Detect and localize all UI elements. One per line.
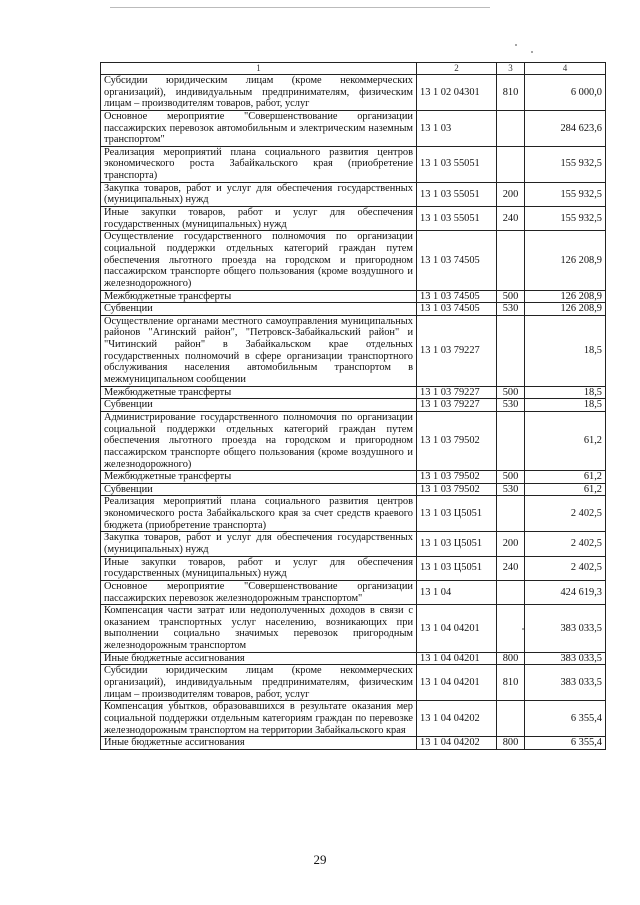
- row-type-cell: [497, 580, 525, 604]
- row-sum-cell: 383 033,5: [525, 665, 606, 701]
- row-code-cell: 13 1 02 04301: [417, 75, 497, 111]
- row-sum-cell: 284 623,6: [525, 110, 606, 146]
- table-row: [101, 399, 606, 412]
- table-row: [101, 207, 606, 231]
- row-code-cell: 13 1 03 79502: [417, 483, 497, 496]
- row-type-cell: [497, 701, 525, 737]
- row-sum-cell: 61,2: [525, 411, 606, 470]
- row-code-cell: 13 1 04 04201: [417, 652, 497, 665]
- row-type-cell: [497, 146, 525, 182]
- row-code-cell: 13 1 04 04202: [417, 701, 497, 737]
- row-name-cell: Основное мероприятие "Совершенствование организации пассажирских перевозок автомобильным и электрическим наземным транспортом": [101, 110, 417, 146]
- row-sum-cell: 126 208,9: [525, 303, 606, 316]
- row-name-cell: Администрирование государственного полномочия по организации социальной поддержки отдельных категорий граждан путем обеспечения льготного проезда на городском и пригородном пассажирском транспорте общего пользования (кроме воздушного и железнодорожного): [101, 411, 417, 470]
- scan-speck: [522, 628, 524, 630]
- row-type-cell: 200: [497, 532, 525, 556]
- row-sum-cell: 61,2: [525, 471, 606, 484]
- row-sum-cell: 155 932,5: [525, 182, 606, 206]
- row-code-cell: 13 1 04 04202: [417, 737, 497, 750]
- row-type-cell: 200: [497, 182, 525, 206]
- row-type-cell: [497, 231, 525, 290]
- row-code-cell: 13 1 04: [417, 580, 497, 604]
- row-sum-cell: 18,5: [525, 399, 606, 412]
- row-code-cell: 13 1 03 79227: [417, 386, 497, 399]
- table-row: [101, 146, 606, 182]
- row-type-cell: [497, 315, 525, 386]
- row-sum-cell: 6 000,0: [525, 75, 606, 111]
- row-sum-cell: 61,2: [525, 483, 606, 496]
- scan-speck: [531, 51, 533, 53]
- row-sum-cell: 18,5: [525, 315, 606, 386]
- header-col-1: 1: [101, 63, 417, 75]
- row-code-cell: 13 1 03 55051: [417, 207, 497, 231]
- table-row: [101, 665, 606, 701]
- table-row: [101, 652, 606, 665]
- page-number: 29: [313, 852, 327, 867]
- table-row: [101, 532, 606, 556]
- row-sum-cell: 2 402,5: [525, 496, 606, 532]
- row-type-cell: [497, 411, 525, 470]
- row-code-cell: 13 1 03 74505: [417, 290, 497, 303]
- row-name-cell: Субсидии юридическим лицам (кроме некоммерческих организаций), индивидуальным предпринимателям, физическим лицам – производителям товаров, работ, услуг: [101, 75, 417, 111]
- row-type-cell: 240: [497, 207, 525, 231]
- row-code-cell: 13 1 03 Ц5051: [417, 556, 497, 580]
- table-body: [101, 75, 606, 750]
- row-name-cell: Реализация мероприятий плана социального развития центров экономического роста Забайкальского края (приобретение транспорта): [101, 146, 417, 182]
- row-type-cell: 240: [497, 556, 525, 580]
- table-row: [101, 496, 606, 532]
- budget-table: [100, 62, 606, 750]
- row-type-cell: 800: [497, 737, 525, 750]
- row-name-cell: Реализация мероприятий плана социального развития центров экономического роста Забайкальского края за счет средств краевого бюджета (приобретение транспорта): [101, 496, 417, 532]
- row-code-cell: 13 1 03 Ц5051: [417, 496, 497, 532]
- row-name-cell: Закупка товаров, работ и услуг для обеспечения государственных (муниципальных) нужд: [101, 532, 417, 556]
- row-name-cell: Иные закупки товаров, работ и услуг для обеспечения государственных (муниципальных) нужд: [101, 556, 417, 580]
- row-sum-cell: 6 355,4: [525, 701, 606, 737]
- row-name-cell: Межбюджетные трансферты: [101, 290, 417, 303]
- row-type-cell: 500: [497, 471, 525, 484]
- row-name-cell: Иные бюджетные ассигнования: [101, 652, 417, 665]
- table-row: [101, 556, 606, 580]
- row-type-cell: [497, 605, 525, 653]
- row-sum-cell: 155 932,5: [525, 207, 606, 231]
- row-name-cell: Закупка товаров, работ и услуг для обеспечения государственных (муниципальных) нужд: [101, 182, 417, 206]
- row-name-cell: Иные бюджетные ассигнования: [101, 737, 417, 750]
- row-type-cell: [497, 110, 525, 146]
- row-code-cell: 13 1 03 79502: [417, 411, 497, 470]
- row-code-cell: 13 1 03 79502: [417, 471, 497, 484]
- top-edge-rule: [110, 7, 490, 8]
- row-sum-cell: 126 208,9: [525, 231, 606, 290]
- table-row: [101, 110, 606, 146]
- row-name-cell: Межбюджетные трансферты: [101, 386, 417, 399]
- header-col-2: 2: [417, 63, 497, 75]
- table-row: [101, 303, 606, 316]
- row-type-cell: 500: [497, 290, 525, 303]
- row-code-cell: 13 1 03: [417, 110, 497, 146]
- table-row: [101, 411, 606, 470]
- row-sum-cell: 155 932,5: [525, 146, 606, 182]
- row-code-cell: 13 1 03 55051: [417, 146, 497, 182]
- row-sum-cell: 126 208,9: [525, 290, 606, 303]
- row-type-cell: 530: [497, 303, 525, 316]
- header-col-3: 3: [497, 63, 525, 75]
- row-sum-cell: 18,5: [525, 386, 606, 399]
- row-code-cell: 13 1 03 79227: [417, 315, 497, 386]
- row-code-cell: 13 1 03 55051: [417, 182, 497, 206]
- table-row: [101, 471, 606, 484]
- table-header-row: [101, 63, 606, 75]
- row-name-cell: Осуществление органами местного самоуправления муниципальных районов "Агинский район", "Петровск-Забайкальский район" и "Читинский район" в Забайкальском крае отдельных государственных полномочий в сфере организации транспортного обслуживания населения автомобильным транспортом в межмуниципальном сообщении: [101, 315, 417, 386]
- row-name-cell: Субсидии юридическим лицам (кроме некоммерческих организаций), индивидуальным предпринимателям, физическим лицам – производителям товаров, работ, услуг: [101, 665, 417, 701]
- row-code-cell: 13 1 03 74505: [417, 303, 497, 316]
- row-name-cell: Субвенции: [101, 483, 417, 496]
- row-sum-cell: 424 619,3: [525, 580, 606, 604]
- row-type-cell: 800: [497, 652, 525, 665]
- table-row: [101, 605, 606, 653]
- table-row: [101, 231, 606, 290]
- table-row: [101, 315, 606, 386]
- row-code-cell: 13 1 03 Ц5051: [417, 532, 497, 556]
- row-sum-cell: 6 355,4: [525, 737, 606, 750]
- row-code-cell: 13 1 04 04201: [417, 665, 497, 701]
- table-row: [101, 75, 606, 111]
- row-name-cell: Субвенции: [101, 303, 417, 316]
- row-name-cell: Компенсация убытков, образовавшихся в результате оказания мер социальной поддержки отдельным категориям граждан по перевозке железнодорожным транспортом на территории Забайкальского края: [101, 701, 417, 737]
- row-name-cell: Основное мероприятие "Совершенствование организации пассажирских перевозок железнодорожным транспортом": [101, 580, 417, 604]
- row-sum-cell: 2 402,5: [525, 532, 606, 556]
- row-sum-cell: 2 402,5: [525, 556, 606, 580]
- table-row: [101, 386, 606, 399]
- table-row: [101, 701, 606, 737]
- scan-speck: [515, 44, 517, 46]
- row-code-cell: 13 1 03 74505: [417, 231, 497, 290]
- row-type-cell: 810: [497, 665, 525, 701]
- row-name-cell: Осуществление государственного полномочия по организации социальной поддержки отдельных категорий граждан путем обеспечения льготного проезда на городском и пригородном пассажирском транспорте общего пользования (кроме воздушного и железнодорожного): [101, 231, 417, 290]
- row-code-cell: 13 1 03 79227: [417, 399, 497, 412]
- table-row: [101, 737, 606, 750]
- row-code-cell: 13 1 04 04201: [417, 605, 497, 653]
- row-type-cell: 530: [497, 399, 525, 412]
- table-row: [101, 580, 606, 604]
- row-name-cell: Субвенции: [101, 399, 417, 412]
- table-row: [101, 483, 606, 496]
- row-name-cell: Компенсация части затрат или недополученных доходов в связи с оказанием транспортных услуг населению, возникающих при выполнении социально значимых перевозок пригородным железнодорожным транспортом: [101, 605, 417, 653]
- table-row: [101, 290, 606, 303]
- row-sum-cell: 383 033,5: [525, 605, 606, 653]
- row-name-cell: Межбюджетные трансферты: [101, 471, 417, 484]
- row-type-cell: 810: [497, 75, 525, 111]
- row-type-cell: 530: [497, 483, 525, 496]
- row-sum-cell: 383 033,5: [525, 652, 606, 665]
- table-row: [101, 182, 606, 206]
- row-name-cell: Иные закупки товаров, работ и услуг для обеспечения государственных (муниципальных) нужд: [101, 207, 417, 231]
- row-type-cell: [497, 496, 525, 532]
- header-col-4: 4: [525, 63, 606, 75]
- row-type-cell: 500: [497, 386, 525, 399]
